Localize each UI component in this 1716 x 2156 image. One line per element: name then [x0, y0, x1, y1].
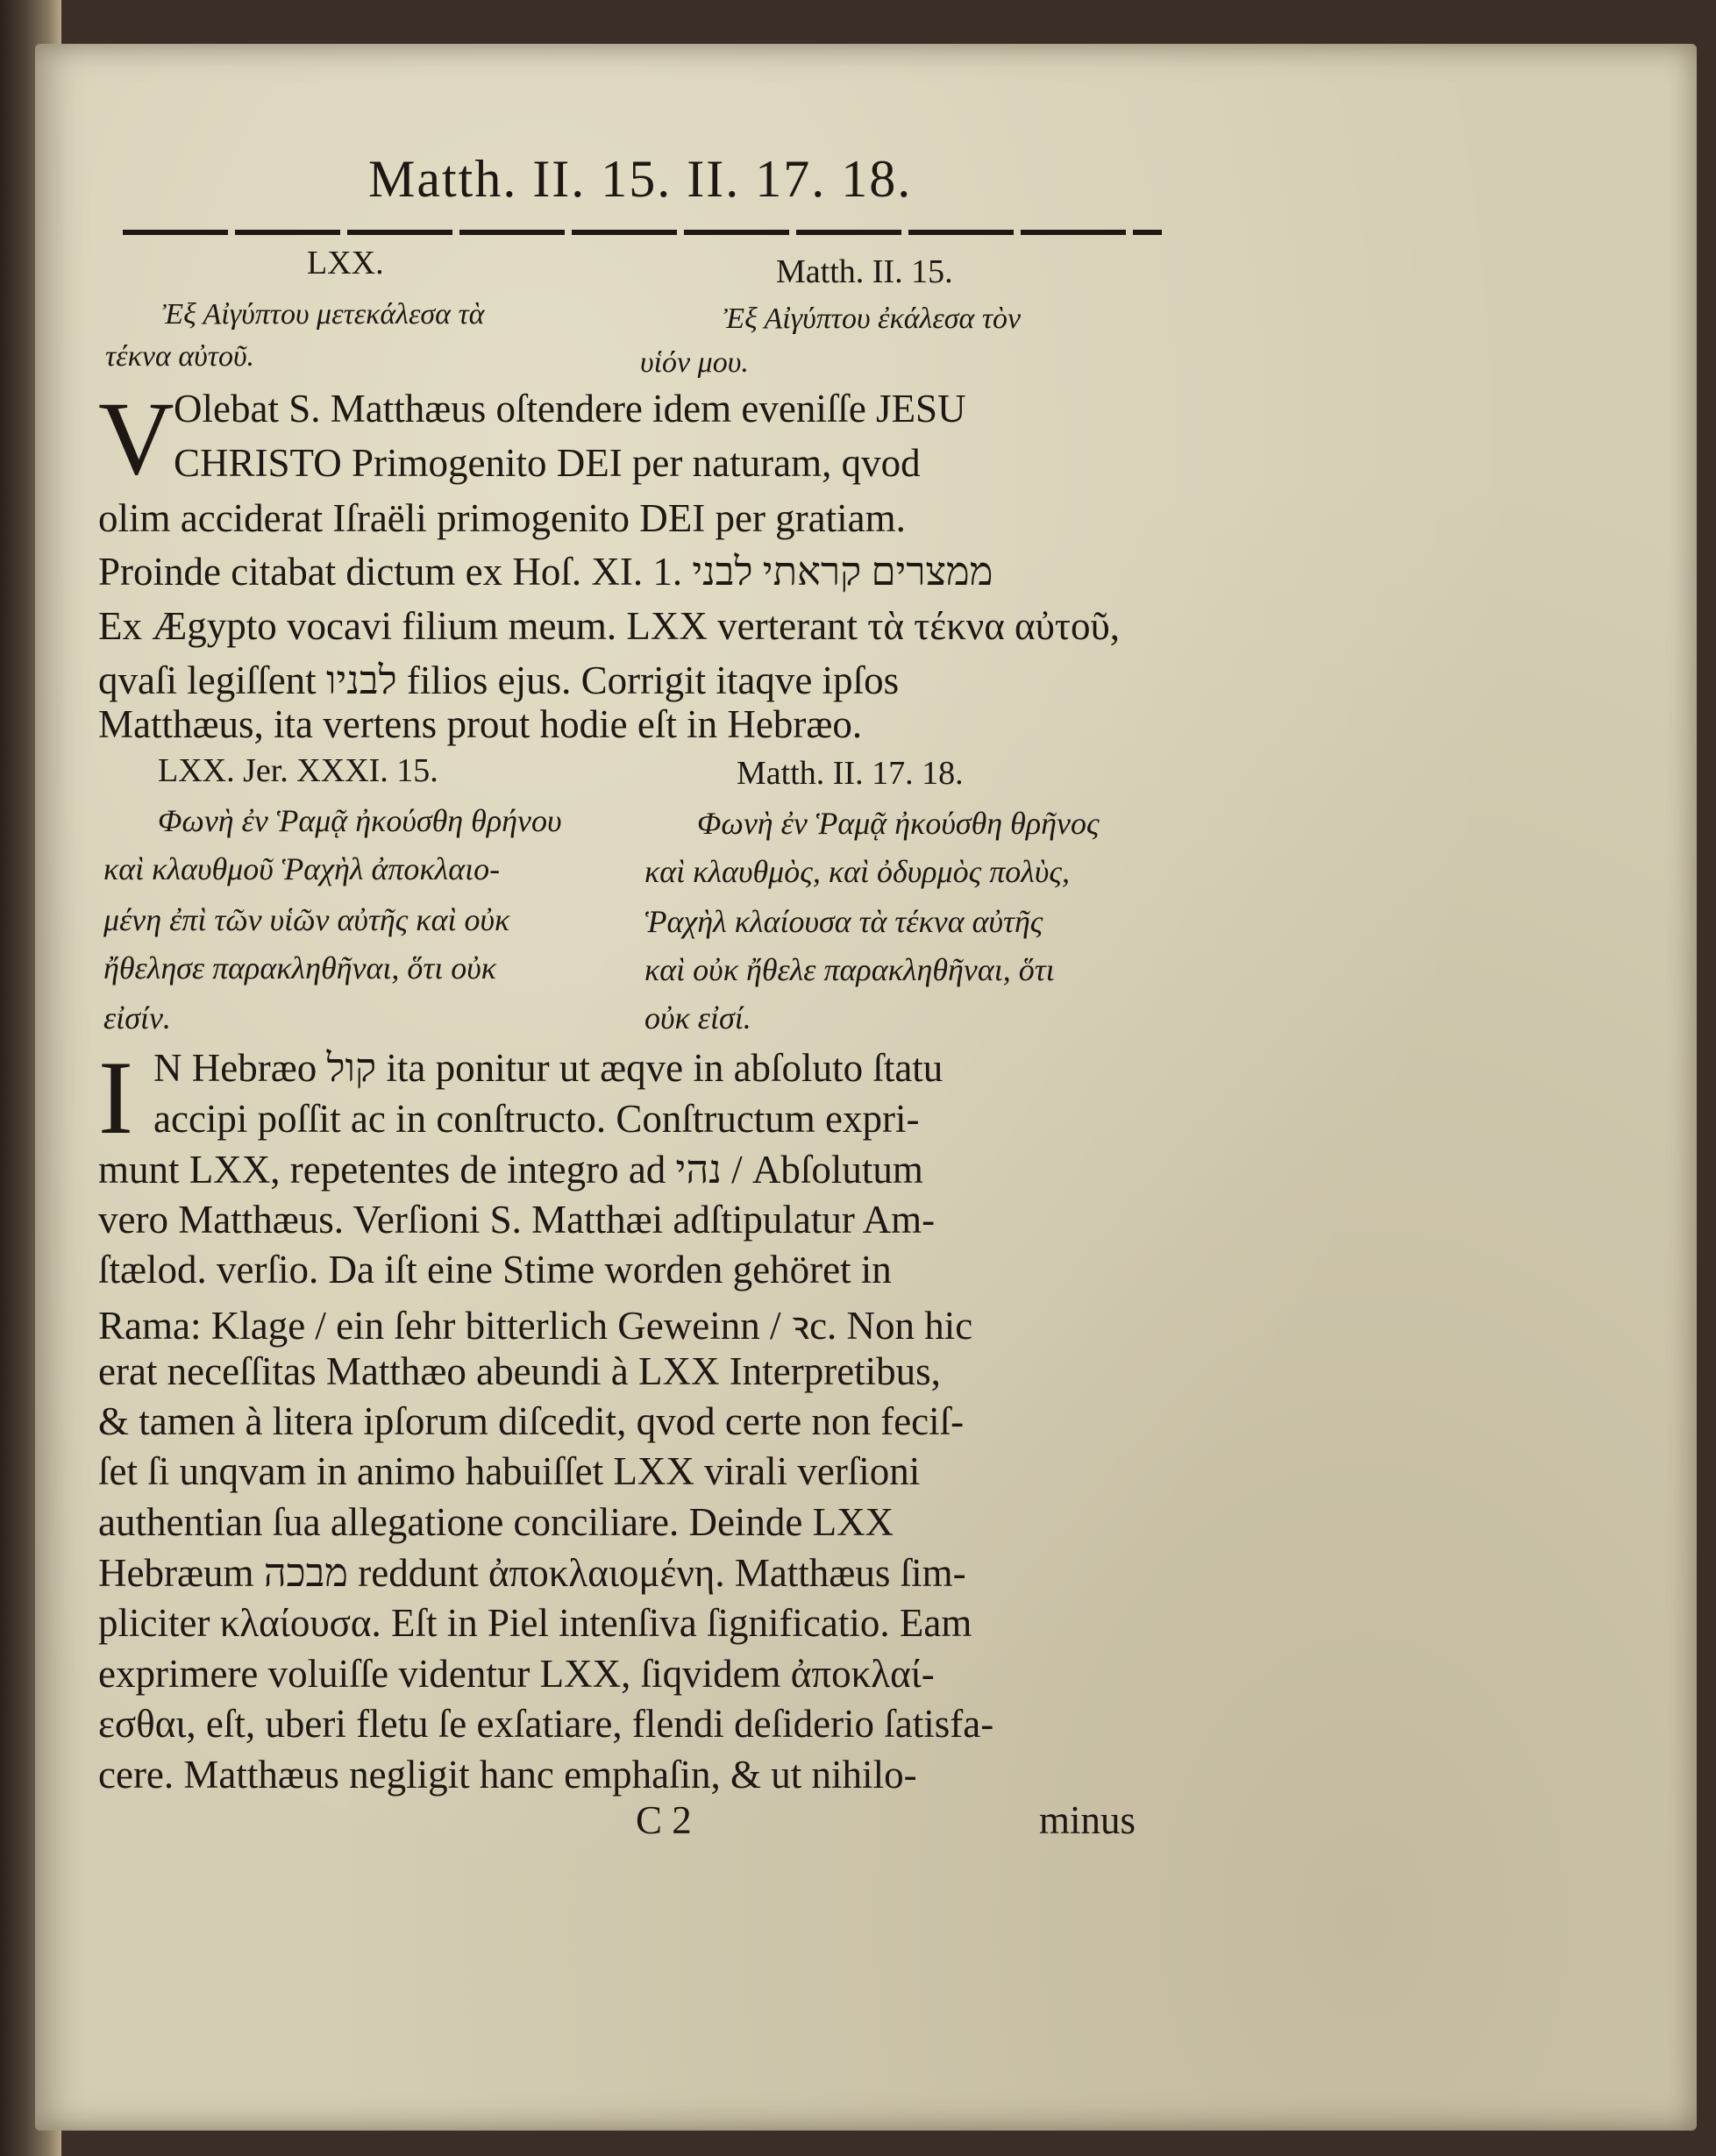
header-rule [123, 230, 1162, 235]
block2-right-greek-line: καὶ κλαυθμὸς, καὶ ὀδυρμὸς πολὺς, [644, 854, 1070, 889]
block2-right-title: Matth. II. 17. 18. [737, 755, 964, 792]
para1-line: Olebat S. Matthæus oſtendere idem eveniſſe JESU [174, 387, 966, 430]
para2-line: εσθαι, eſt, uberi fletu ſe exſatiare, flendi deſiderio ſatisfa- [98, 1702, 994, 1746]
block2-left-greek-line: μένη ἐπὶ τῶν υἱῶν αὐτῆς καὶ οὐκ [103, 902, 510, 937]
para1-line: CHRISTO Primogenito DEI per naturam, qvod [174, 441, 921, 485]
block2-right-greek-line: καὶ οὐκ ἤθελε παρακληθῆναι, ὅτι [644, 952, 1055, 987]
para2-line: Rama: Klage / ein ſehr bitterlich Geweinn / ꝛc. Non hic [98, 1304, 973, 1348]
block2-left-greek-line: εἰσίν. [103, 1000, 171, 1035]
para2-line: accipi poſſit ac in conſtructo. Conſtructum expri- [153, 1097, 920, 1141]
para2-line: cere. Matthæus negligit hanc emphaſin, & ut nihilo- [98, 1753, 917, 1797]
para2-line: munt LXX, repetentes de integro ad נהי / Abſolutum [98, 1148, 923, 1192]
catchword: minus [1039, 1798, 1136, 1842]
para2-line: ſtælod. verſio. Da iſt eine Stime worden gehöret in [98, 1248, 892, 1291]
para2-line: Hebræum מבכה reddunt ἀποκλαιομένη. Matthæus ſim- [98, 1551, 966, 1595]
block2-right-greek-line: οὐκ εἰσί. [644, 1000, 751, 1035]
para2-line: pliciter κλαίουσα. Eſt in Piel intenſiva ſignificatio. Eam [98, 1601, 972, 1645]
block2-left-title: LXX. Jer. XXXI. 15. [158, 752, 438, 789]
para1-line: qvaſi legiſſent לבניו filios ejus. Corrigit itaqve ipſos [98, 658, 900, 702]
para1-line: olim acciderat Iſraëli primogenito DEI per gratiam. [98, 496, 906, 540]
para1-line: Proinde citabat dictum ex Hoſ. XI. 1. ממצרים קראתי לבני [98, 550, 993, 594]
block2-left-greek-line: Φωνὴ ἐν Ῥαμᾷ ἠκούσθη θρήνου [158, 803, 562, 838]
block1-right-greek-line: Ἐξ Αἰγύπτου ἐκάλεσα τὸν [723, 302, 1022, 335]
signature-mark: C 2 [636, 1798, 692, 1842]
block2-left-greek-line: ἤθελησε παρακληθῆναι, ὅτι οὐκ [103, 950, 497, 985]
para2-line: N Hebræo קול ita ponitur ut æqve in abſoluto ſtatu [153, 1046, 943, 1090]
block1-right-greek-line: υἱόν μου. [640, 346, 749, 379]
para2-line: ſet ſi unqvam in animo habuiſſet LXX virali verſioni [98, 1449, 921, 1493]
block2-right-greek-line: Ῥαχὴλ κλαίουσα τὰ τέκνα αὐτῆς [644, 904, 1043, 939]
para1-line: Matthæus, ita vertens prout hodie eſt in Hebræo. [98, 702, 863, 746]
block2-left-greek-line: καὶ κλαυθμοῦ Ῥαχὴλ ἀποκλαιο- [103, 851, 501, 886]
para2-line: erat neceſſitas Matthæo abeundi à LXX Interpretibus, [98, 1349, 941, 1393]
para1-drop-capital: V [98, 380, 174, 496]
para2-drop-capital: I [98, 1039, 133, 1156]
para2-line: authentian ſua allegatione conciliare. Deinde LXX [98, 1500, 894, 1544]
block2-right-greek-line: Φωνὴ ἐν Ῥαμᾷ ἠκούσθη θρῆνος [697, 806, 1100, 841]
block1-left-greek-line: Ἐξ Αἰγύπτου μετεκάλεσα τὰ [162, 298, 485, 331]
running-header: Matth. II. 15. II. 17. 18. [368, 150, 913, 208]
para2-line: & tamen à litera ipſorum diſcedit, qvod certe non feciſ- [98, 1399, 965, 1443]
para1-line: Ex Ægypto vocavi filium meum. LXX verterant τὰ τέκνα αὐτοῦ, [98, 604, 1121, 648]
block1-left-greek-line: τέκνα αὐτοῦ. [105, 340, 255, 373]
para2-line: vero Matthæus. Verſioni S. Matthæi adſtipulatur Am- [98, 1198, 936, 1242]
block1-left-title: LXX. [307, 245, 384, 281]
block1-right-title: Matth. II. 15. [776, 253, 953, 290]
para2-line: exprimere voluiſſe videntur LXX, ſiqvidem ἀποκλαί- [98, 1652, 935, 1696]
